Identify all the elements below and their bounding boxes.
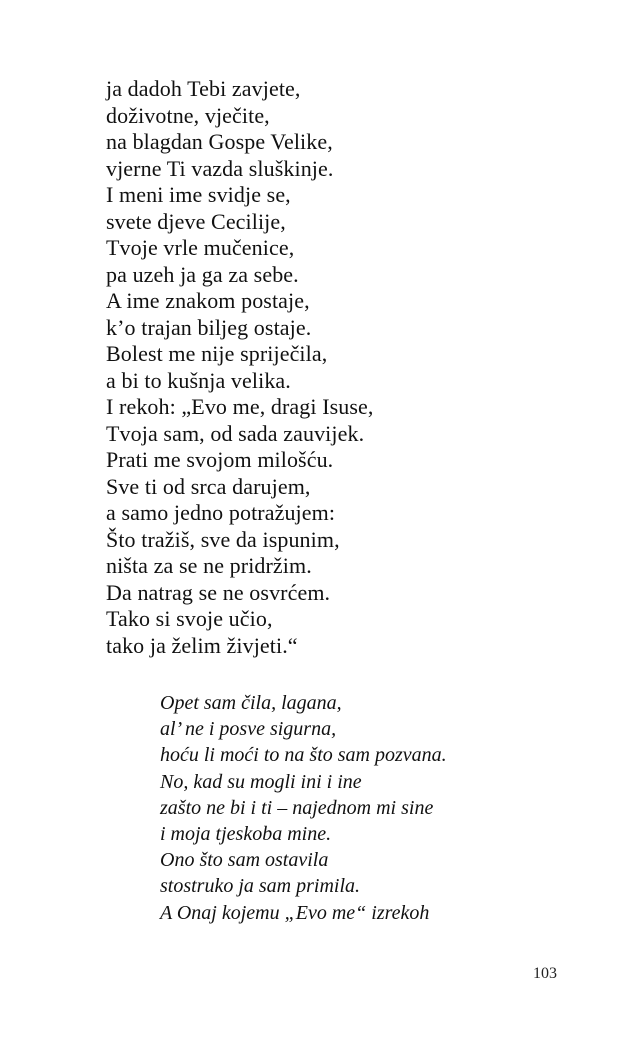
poem-line-italic: No, kad su mogli ini i ine [160, 770, 362, 793]
poem-line-italic: Opet sam čila, lagana, [160, 692, 342, 714]
poem-line: Što tražiš, sve da ispunim, [106, 526, 340, 552]
poem-line: vjerne Ti vazda sluškinje. [106, 155, 334, 181]
poem-line: Tvoje vrle mučenice, [106, 235, 295, 260]
poem-line: na blagdan Gospe Velike, [106, 129, 333, 154]
poem-line: a samo jedno potražujem: [106, 500, 336, 525]
poem-line: doživotne, vječite, [106, 102, 270, 128]
poem-line: tako ja želim živjeti.“ [106, 632, 298, 658]
poem-line: a bi to kušnja velika. [106, 367, 291, 393]
poem-line: svete djeve Cecilije, [106, 208, 286, 234]
poem-line-italic: zašto ne bi i ti – najednom mi sine [160, 796, 434, 819]
poem-line: k’o trajan biljeg ostaje. [106, 314, 312, 340]
poem-line-italic: A Onaj kojemu „Evo me“ izrekoh [160, 901, 430, 924]
poem-line: Tvoja sam, od sada zauvijek. [106, 420, 365, 446]
page-number: 103 [533, 965, 557, 982]
poem-stanza-upright [106, 76, 374, 659]
poem-line: Sve ti od srca darujem, [106, 473, 311, 499]
poem-line: Bolest me nije spriječila, [106, 341, 328, 366]
poem-line-italic: hoću li moći to na što sam pozvana. [160, 744, 447, 767]
poem-line: Tako si svoje učio, [106, 606, 273, 631]
poem-line-italic: Ono što sam ostavila [160, 849, 329, 872]
poem-line: Prati me svojom milošću. [106, 447, 334, 472]
poem-line-italic: stostruko ja sam primila. [160, 875, 361, 898]
poem-line: ništa za se ne pridržim. [106, 553, 312, 578]
poem-line: ja dadoh Tebi zavjete, [106, 76, 301, 101]
poem-line-italic: i moja tjeskoba mine. [160, 822, 332, 845]
poem-stanza-italic [160, 690, 447, 926]
poem-line-italic: al’ ne i posve sigurna, [160, 718, 337, 741]
poem-line: pa uzeh ja ga za sebe. [106, 261, 299, 287]
poem-line: Da natrag se ne osvrćem. [106, 579, 331, 605]
poem-line: A ime znakom postaje, [106, 288, 310, 313]
poem-line: I meni ime svidje se, [106, 182, 291, 207]
poem-line: I rekoh: „Evo me, dragi Isuse, [106, 394, 374, 419]
